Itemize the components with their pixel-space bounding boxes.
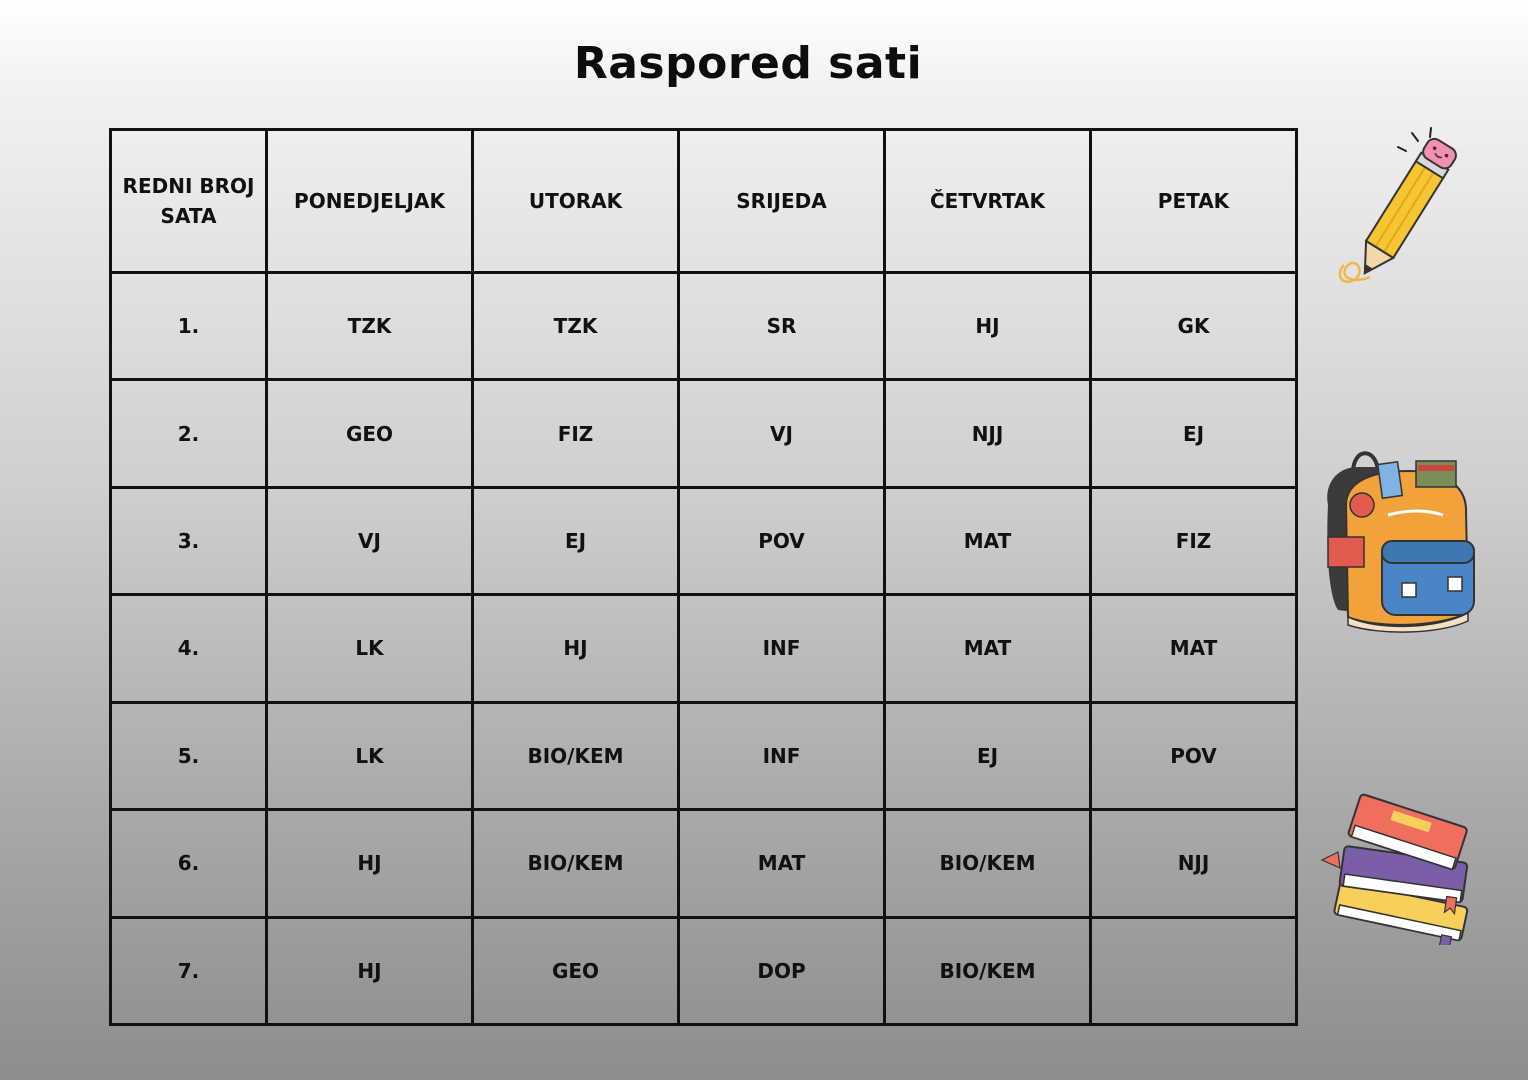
period-number: 2.: [111, 380, 267, 487]
lesson-cell: VJ: [679, 380, 885, 487]
lesson-cell: NJJ: [1091, 810, 1297, 917]
lesson-cell: NJJ: [885, 380, 1091, 487]
lesson-cell: BIO/KEM: [473, 702, 679, 809]
lesson-cell: POV: [1091, 702, 1297, 809]
lesson-cell: VJ: [267, 487, 473, 594]
header-cell-monday: PONEDJELJAK: [267, 130, 473, 273]
lesson-cell: HJ: [473, 595, 679, 702]
lesson-cell: GK: [1091, 273, 1297, 380]
period-number: 4.: [111, 595, 267, 702]
lesson-cell: GEO: [473, 917, 679, 1024]
table-row: [111, 810, 1297, 917]
header-cell-friday: PETAK: [1091, 130, 1297, 273]
page-title: Raspored sati: [573, 38, 923, 89]
lesson-cell: TZK: [267, 273, 473, 380]
lesson-cell: HJ: [267, 917, 473, 1024]
lesson-cell: LK: [267, 702, 473, 809]
lesson-cell: BIO/KEM: [885, 810, 1091, 917]
header-cell-wednesday: SRIJEDA: [679, 130, 885, 273]
lesson-cell: DOP: [679, 917, 885, 1024]
timetable: [109, 128, 1298, 1026]
lesson-cell: INF: [679, 595, 885, 702]
period-number: 3.: [111, 487, 267, 594]
lesson-cell: SR: [679, 273, 885, 380]
period-number: 1.: [111, 273, 267, 380]
lesson-cell: INF: [679, 702, 885, 809]
table-row: [111, 702, 1297, 809]
lesson-cell: POV: [679, 487, 885, 594]
lesson-cell: BIO/KEM: [885, 917, 1091, 1024]
lesson-cell: FIZ: [1091, 487, 1297, 594]
table-row: [111, 487, 1297, 594]
period-number: 5.: [111, 702, 267, 809]
table-row: [111, 380, 1297, 487]
lesson-cell: BIO/KEM: [473, 810, 679, 917]
table-row: [111, 595, 1297, 702]
lesson-cell: HJ: [885, 273, 1091, 380]
period-number: 6.: [111, 810, 267, 917]
header-cell-thursday: ČETVRTAK: [885, 130, 1091, 273]
lesson-cell: MAT: [1091, 595, 1297, 702]
period-number: 7.: [111, 917, 267, 1024]
lesson-cell: EJ: [473, 487, 679, 594]
lesson-cell: LK: [267, 595, 473, 702]
backpack-icon: [1318, 445, 1483, 635]
pencil-icon: [1330, 125, 1470, 295]
lesson-cell: EJ: [1091, 380, 1297, 487]
header-cell-period: REDNI BROJ SATA: [111, 130, 267, 273]
table-row: [111, 917, 1297, 1024]
lesson-cell: [1091, 917, 1297, 1024]
header-row: [111, 130, 1297, 273]
books-icon: [1318, 790, 1486, 945]
header-cell-tuesday: UTORAK: [473, 130, 679, 273]
lesson-cell: HJ: [267, 810, 473, 917]
lesson-cell: EJ: [885, 702, 1091, 809]
lesson-cell: MAT: [679, 810, 885, 917]
lesson-cell: MAT: [885, 487, 1091, 594]
lesson-cell: TZK: [473, 273, 679, 380]
lesson-cell: GEO: [267, 380, 473, 487]
lesson-cell: MAT: [885, 595, 1091, 702]
lesson-cell: FIZ: [473, 380, 679, 487]
table-row: [111, 273, 1297, 380]
